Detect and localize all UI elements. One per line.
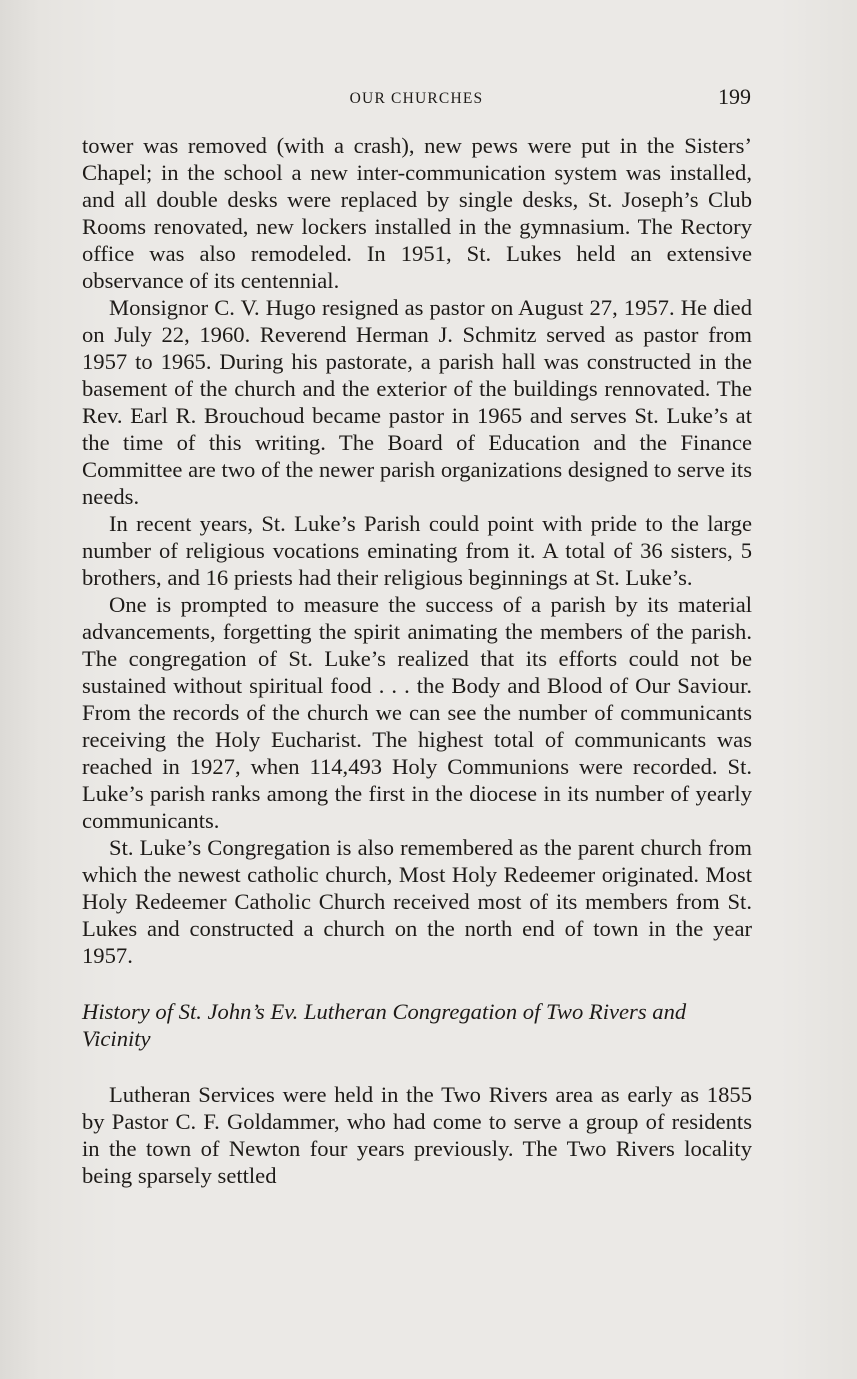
body-text (82, 132, 752, 1189)
paragraph: Monsignor C. V. Hugo resigned as pastor on August 27, 1957. He died on July 22, 1960. Reverend Herman J. Schmitz served as pastor from 1957 to 1965. During his pastorate, a parish hall was constructed in the basement of the church and the exterior of the buildings rennovated. The Rev. Earl R. Brouchoud became pastor in 1965 and serves St. Luke’s at the time of this writing. The Board of Education and the Finance Committee are two of the newer parish organizations designed to serve its needs. (82, 295, 752, 509)
paragraph-continued: tower was removed (with a crash), new pews were put in the Sisters’ Chapel; in the school a new inter-communication system was installed, and all double desks were replaced by single desks, St. Joseph’s Club Rooms renovated, new lockers installed in the gymnasium. The Rectory office was also remodeled. In 1951, St. Lukes held an extensive observance of its centennial. (82, 133, 752, 293)
page-number: 199 (718, 84, 751, 109)
page-header (82, 84, 751, 114)
section-heading: History of St. John’s Ev. Lutheran Congregation of Two Rivers and Vicinity (82, 999, 687, 1051)
paragraph: St. Luke’s Congregation is also remembered as the parent church from which the newest catholic church, Most Holy Redeemer originated. Most Holy Redeemer Catholic Church received most of its members from St. Lukes and constructed a church on the north end of town in the year 1957. (82, 835, 752, 968)
paragraph: Lutheran Services were held in the Two Rivers area as early as 1855 by Pastor C. F. Goldammer, who had come to serve a group of residents in the town of Newton four years previously. The Two Rivers locality being sparsely settled (82, 1082, 752, 1188)
paragraph: In recent years, St. Luke’s Parish could point with pride to the large number of religious vocations eminating from it. A total of 36 sisters, 5 brothers, and 16 priests had their religious beginnings at St. Luke’s. (82, 511, 752, 590)
running-head: OUR CHURCHES (349, 90, 484, 107)
paragraph: One is prompted to measure the success of a parish by its material advancements, forgetting the spirit animating the members of the parish. The congregation of St. Luke’s realized that its efforts could not be sustained without spiritual food . . . the Body and Blood of Our Saviour. From the records of the church we can see the number of communicants receiving the Holy Eucharist. The highest total of communicants was reached in 1927, when 114,493 Holy Communions were recorded. St. Luke’s parish ranks among the first in the diocese in its number of yearly communicants. (82, 592, 752, 833)
